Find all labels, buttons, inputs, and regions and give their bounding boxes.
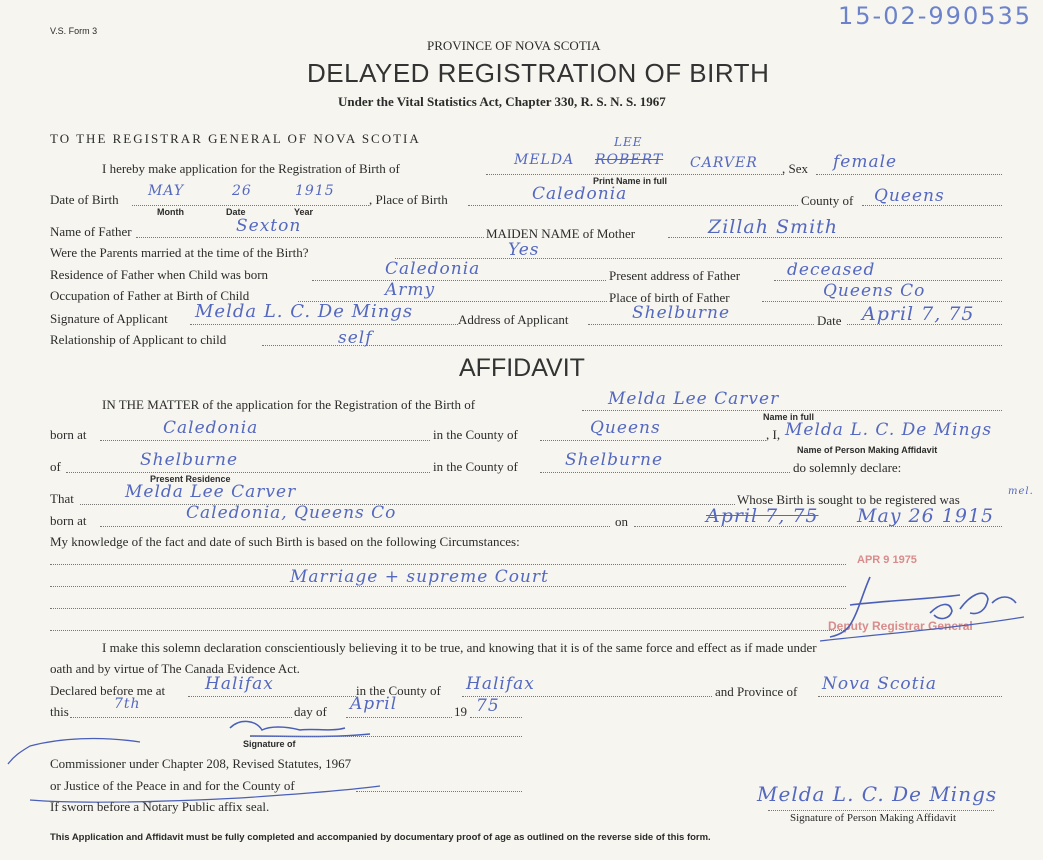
year-line	[470, 717, 522, 718]
commissioner-signature-line	[250, 736, 522, 737]
date-label: Date	[817, 313, 842, 328]
residence-label: Residence of Father when Child was born	[50, 267, 269, 282]
notary-label: If sworn before a Notary Public affix seal.	[50, 799, 270, 814]
signature-applicant-value: Melda L. C. De Mings	[195, 301, 414, 322]
dob-year: 1915	[295, 183, 335, 199]
year-value: 75	[476, 696, 500, 716]
residence-value: Caledonia	[385, 259, 481, 279]
date-value: April 7, 75	[862, 303, 975, 325]
year-prefix: 19	[454, 704, 467, 719]
stamp-date: APR 9 1975	[857, 554, 917, 566]
deponent-value: Melda L. C. De Mings	[785, 420, 993, 440]
sex-line	[816, 174, 1002, 175]
of-line	[66, 472, 430, 473]
footer-note: This Application and Affidavit must be fully completed and accompanied by documentary proof of age as outlined on the reverse side of this form.	[50, 832, 711, 843]
knowledge-label: My knowledge of the fact and date of such Birth is based on the following Circumstances:	[50, 534, 520, 549]
file-number: 15-02-990535	[838, 2, 1033, 30]
province-of-line	[818, 696, 1002, 697]
county-of-label-2: in the County of	[433, 459, 518, 474]
that-label: That	[50, 491, 74, 506]
this-label: this	[50, 704, 69, 719]
declared-county-label: in the County of	[356, 683, 441, 698]
married-label: Were the Parents married at the time of the Birth?	[50, 245, 309, 260]
place-of-birth-value: Caledonia	[532, 184, 628, 204]
father-line	[136, 237, 484, 238]
born-at-line-2	[100, 526, 610, 527]
dob-line	[132, 205, 369, 206]
name-line	[486, 174, 784, 175]
sex-value: female	[833, 152, 898, 172]
signature-applicant-label: Signature of Applicant	[50, 311, 168, 326]
county-of-line-2	[540, 472, 790, 473]
province-of-label: and Province of	[715, 684, 798, 699]
was-mark: mel.	[1008, 486, 1034, 497]
present-residence-caption: Present Residence	[150, 474, 231, 484]
solemn-line-1: I make this solemn declaration conscientiously believing it to be true, and knowing that it is of the same force and effect as if made under	[102, 640, 817, 655]
county-value: Queens	[874, 186, 945, 206]
day-of-label: day of	[294, 704, 327, 719]
whose-birth-label: Whose Birth is sought to be registered was	[737, 492, 960, 507]
solemn-line-2: oath and by virtue of The Canada Evidence Act.	[50, 661, 300, 676]
deponent-signature: Melda L. C. De Mings	[757, 782, 998, 806]
present-address-value: deceased	[787, 260, 876, 280]
born-at-value: Caledonia	[163, 418, 259, 438]
born-at-line	[100, 440, 430, 441]
address-applicant-line	[588, 324, 814, 325]
month-value: April	[350, 694, 398, 714]
on-value-corrected: May 26 1915	[857, 505, 995, 527]
on-label: on	[615, 514, 628, 529]
relationship-line	[262, 345, 1002, 346]
address-applicant-value: Shelburne	[632, 303, 731, 323]
dob-label: Date of Birth	[50, 192, 119, 207]
apply-label: I hereby make application for the Registration of Birth of	[102, 161, 400, 176]
name-middle-struck: ROBERT	[595, 152, 664, 168]
stamp-role: Deputy Registrar General	[828, 619, 973, 633]
name-middle-inserted: LEE	[614, 135, 643, 149]
county-of-value-2: Shelburne	[565, 450, 664, 470]
present-address-label: Present address of Father	[609, 268, 741, 283]
affidavit-heading: AFFIDAVIT	[459, 354, 585, 382]
mother-label: MAIDEN NAME of Mother	[486, 226, 636, 241]
circumstances-value: Marriage + supreme Court	[290, 567, 549, 587]
day-value: 7th	[114, 696, 141, 712]
commissioner-label: Commissioner under Chapter 208, Revised Statutes, 1967	[50, 756, 352, 771]
form-title: DELAYED REGISTRATION OF BIRTH	[307, 58, 770, 88]
place-of-birth-line	[468, 205, 798, 206]
matter-label: IN THE MATTER of the application for the Registration of the Birth of	[102, 397, 476, 412]
born-at-label-2: born at	[50, 513, 87, 528]
registrar-signature	[810, 565, 1030, 645]
declared-at-value: Halifax	[205, 674, 274, 694]
that-value: Melda Lee Carver	[125, 482, 297, 502]
that-line	[80, 504, 735, 505]
of-value: Shelburne	[140, 450, 239, 470]
matter-line	[582, 410, 1002, 411]
born-at-value-2: Caledonia, Queens Co	[186, 503, 397, 523]
justice-county-line	[356, 791, 522, 792]
matter-value: Melda Lee Carver	[608, 389, 780, 409]
born-at-label: born at	[50, 427, 87, 442]
name-first: MELDA	[514, 152, 575, 168]
circumstance-line-4	[50, 630, 846, 631]
signature-applicant-line	[190, 324, 458, 325]
mother-value: Zillah Smith	[708, 216, 839, 238]
residence-line	[312, 280, 606, 281]
county-of-line	[540, 440, 766, 441]
form-number: V.S. Form 3	[50, 26, 98, 36]
county-of-value: Queens	[590, 418, 661, 438]
declared-at-line	[188, 696, 356, 697]
relationship-label: Relationship of Applicant to child	[50, 332, 227, 347]
place-of-birth-label: , Place of Birth	[369, 192, 448, 207]
of-label: of	[50, 459, 61, 474]
dob-month: MAY	[148, 183, 185, 199]
date-caption: Date	[226, 207, 246, 217]
declared-before-label: Declared before me at	[50, 683, 166, 698]
married-line	[395, 258, 1002, 259]
circumstance-line-1	[50, 564, 846, 565]
declared-county-value: Halifax	[466, 674, 535, 694]
i-label: , I,	[766, 427, 781, 442]
name-of-person-caption: Name of Person Making Affidavit	[797, 445, 938, 455]
name-in-full-caption: Name in full	[763, 412, 815, 422]
county-label: County of	[801, 193, 854, 208]
addressee: TO THE REGISTRAR GENERAL OF NOVA SCOTIA	[50, 131, 421, 146]
birthplace-father-label: Place of birth of Father	[609, 290, 730, 305]
circumstance-line-3	[50, 608, 846, 609]
married-value: Yes	[508, 240, 540, 260]
county-of-label: in the County of	[433, 427, 518, 442]
signature-of-caption: Signature of	[243, 739, 296, 749]
declared-province-value: Nova Scotia	[822, 674, 938, 694]
print-name-caption: Print Name in full	[593, 176, 668, 186]
occupation-label: Occupation of Father at Birth of Child	[50, 288, 250, 303]
form-subtitle: Under the Vital Statistics Act, Chapter 330, R. S. N. S. 1967	[338, 94, 666, 109]
name-last: CARVER	[690, 155, 758, 171]
father-value: Sexton	[236, 216, 302, 236]
sex-label: , Sex	[782, 161, 808, 176]
birthplace-father-value: Queens Co	[823, 281, 926, 301]
address-applicant-label: Address of Applicant	[458, 312, 569, 327]
justice-label: or Justice of the Peace in and for the County of	[50, 778, 295, 793]
month-caption: Month	[157, 207, 184, 217]
father-label: Name of Father	[50, 224, 132, 239]
relationship-value: self	[338, 328, 373, 348]
declare-label: do solemnly declare:	[793, 460, 902, 475]
province-heading: PROVINCE OF NOVA SCOTIA	[427, 38, 601, 53]
deponent-signature-caption: Signature of Person Making Affidavit	[790, 812, 956, 824]
deponent-signature-line	[768, 810, 994, 811]
birthplace-father-line	[762, 301, 1002, 302]
dob-day: 26	[232, 183, 252, 199]
year-caption: Year	[294, 207, 314, 217]
on-value-struck: April 7, 75	[706, 505, 819, 527]
occupation-value: Army	[385, 280, 436, 300]
